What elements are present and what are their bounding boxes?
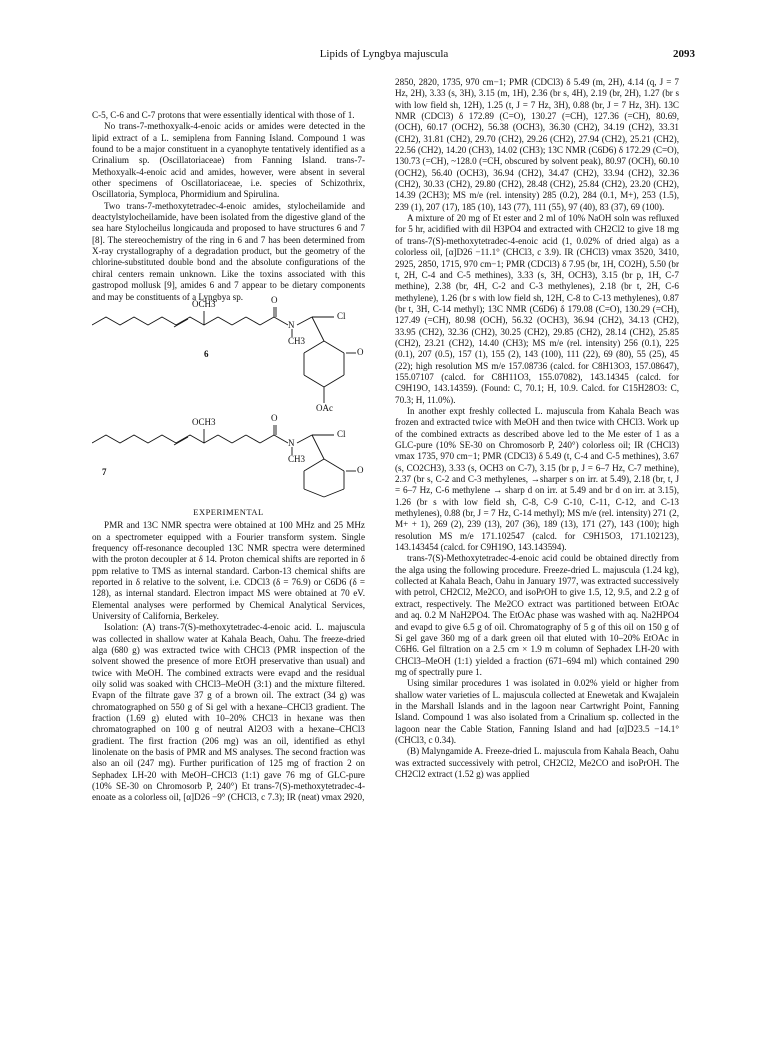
ch3-label: CH3 bbox=[288, 335, 306, 346]
left-column bbox=[92, 110, 365, 804]
oac-label: OAc bbox=[316, 402, 333, 413]
section-heading: EXPERIMENTAL bbox=[193, 506, 264, 517]
paragraph: In another expt freshly collected L. majuscula from Kahala Beach was frozen and extracted twice with MeOH and then twice with CHCl3. Work up of the combined extracts as described above led to the Me ester of 1 as a GLC-pure (10% SE-30 on Chromosorb P, 240°) colorless oil; IR (CHCl3) νmax 1735, 970 cm−1; PMR (CDCl3) δ 5.49 (t, C-4 and C-5 methines), 3.67 (s, CO2CH3), 3.33 (s, OCH3 on C-7), 3.15 (br p, J = 6–7 Hz, C-7 methine), 2.37 (br s, C-2 and C-3 methylenes, →sharper s on irr. at 5.49), 2.18 (br, t, J = 6–7 Hz, C-6 methylene → sharp d on irr. at 5.49 and br d on irr. at 3.15), 1.26 (br s with low field sh, C-8, C-9 C-10, C-11, C-12, and C-13 methylenes), 0.88 (br, J = 7 Hz, C-14 methyl); MS m/e (rel. intensity) 271 (2, M+ + 1), 269 (2), 239 (13), 207 (36), 189 (13), 171 (27), 143 (100); high resolution MS m/e 171.102547 (calcd. for C9H15O3, 171.102123), 143.143454 (calcd. for C9H19O, 143.143594). bbox=[395, 405, 679, 553]
nitrogen-label: N bbox=[288, 437, 295, 448]
compound-number: 7 bbox=[102, 466, 107, 477]
ring-o-label: O bbox=[357, 346, 364, 357]
paragraph: Two trans-7-methoxytetradec-4-enoic amides, stylocheilamide and deactylstylocheilamide, have been isolated from the digestive gland of the sea hare Stylocheilus longicauda and proposed to have structures 6 and 7 [8]. The stereochemistry of the ring in 6 and 7 has been determined from X-ray crystallography of a degradation product, but the geometry of the chlorine-substituted double bond and the absolute configurations of the chiral centers remain unknown. Like the toxins associated with this gastropod mollusk [9], amides 6 and 7 appear to be dietary components and may be constituents of a Lyngbya sp. bbox=[92, 200, 365, 302]
ring-o-label: O bbox=[357, 464, 364, 475]
paragraph: 2850, 2820, 1735, 970 cm−1; PMR (CDCl3) δ 5.49 (m, 2H), 4.14 (q, J = 7 Hz, 2H), 3.33 (s, 3H), 3.15 (m, 1H), 2.36 (br s, 4H), 2.19 (br, 2H), 1.27 (br s with low field sh, 12H), 1.25 (t, J = 7 Hz, 3H), 0.88 (br, J = 7 Hz, 3H). 13C NMR (CDCl3) δ 172.89 (C=O), 130.27 (=CH), 127.36 (=CH), 80.69, (OCH), 60.17 (OCH2), 56.38 (OCH3), 36.30 (CH2), 34.19 (CH2), 33.31 (CH2), 31.81 (CH2), 29.70 (CH2), 29.26 (CH2), 27.94 (CH2), 25.21 (CH2), 22.56 (CH2), 14.20 (CH3), 14.02 (CH3); 13C NMR (C6D6) δ 172.29 (C=O), 130.73 (=CH), ~128.0 (=CH, obscured by solvent peak), 80.97 (OCH), 60.10 (OCH2), 56.40 (OCH3), 36.94 (CH2), 34.47 (CH2), 33.94 (CH2), 32.36 (CH2), 30.33 (CH2), 29.80 (CH2), 28.48 (CH2), 25.84 (CH2), 23.20 (CH2), 14.39 (2CH3); MS m/e (rel. intensity) 285 (0.2), 284 (0.1, M+), 253 (1.5), 239 (1), 207 (17), 185 (10), 143 (77), 111 (55), 97 (40), 83 (37), 69 (100). bbox=[395, 77, 679, 212]
paragraph: C-5, C-6 and C-7 protons that were essentially identical with those of 1. bbox=[92, 110, 355, 120]
och3-label: OCH3 bbox=[192, 298, 216, 309]
running-header bbox=[0, 48, 768, 64]
paragraph: trans-7(S)-Methoxytetradec-4-enoic acid could be obtained directly from the alga using the following procedure. Freeze-dried L. majuscula (1.24 kg), collected at Kahala Beach, Oahu in January 1977, was extracted successively with petrol, CH2Cl2, Me2CO, and isoPrOH to give 1.5, 12, 9.5, and 2.2 g of extract, respectively. The Me2CO extract was partitioned between EtOAc and aq. 0.2 M NaH2PO4. The EtOAc phase was washed with aq. Na2HPO4 and evapd to give 6.5 g of oil. Chromatography of 5 g of this oil on 150 g of Si gel gave 360 mg of a dark green oil that eluted with 10–20% EtOAc in C6H6. Gel filtration on a 2.5 cm × 1.9 m column of Sephadex LH-20 with CHCl3–MeOH (1:1) yielded a fraction (671–694 ml) which contained 290 mg of spectrally pure 1. bbox=[395, 553, 679, 677]
chlorine-label: Cl bbox=[337, 310, 346, 321]
paragraph: No trans-7-methoxyalk-4-enoic acids or amides were detected in the lipid extract of a L. semiplena from Fanning Island. Compound 1 was found to be a major constituent in a cyanophyte tentatively identified as a Crinalium sp. (Oscillatoriaceae) from Fanning Island. trans-7-Methoxyalk-4-enoic acid and amides, however, were absent in several other specimens of Oscillatoriaceae, i.e. species of Schizothrix, Oscillatoria, Symploca, Phormidium and Spirulina. bbox=[92, 121, 365, 200]
page-number: 2093 bbox=[673, 48, 695, 60]
chlorine-label: Cl bbox=[337, 428, 346, 439]
running-title: Lipids of Lyngbya majuscula bbox=[319, 48, 449, 60]
paragraph: Isolation: (A) trans-7(S)-methoxytetradec-4-enoic acid. L. majuscula was collected in shallow water at Kahala Beach, Oahu. The freeze-dried alga (680 g) was extracted twice with CHCl3 (PMR inspection of the solvent showed the presence of more EtOH preservative than usual) and twice with MeOH. The combined extracts were evapd and the residual oily solid was soaked with CHCl3–MeOH (3:1) and the mixture filtered. Evapn of the filtrate gave 37 g of a brown oil. The extract (34 g) was chromatographed on 550 g of Si gel with a hexane–CHCl3 gradient. The fraction (1.69 g) eluted with 10–20% CHCl3 in hexane was then chromatographed on 100 g of neutral Al2O3 with a hexane–CHCl3 gradient. The first fraction (206 mg) was an oil, identified as ethyl linolenate on the basis of PMR and MS analyses. The second fraction was also an oil (247 mg). Further purification of 125 mg of fraction 2 on Sephadex LH-20 with MeOH–CHCl3 (1:1) gave 76 mg of GLC-pure (10% SE-30 on Chromosorb P, 240°) Et trans-7(S)-methoxytetradec-4-enoate as a colorless oil, [α]D26 −9° (CHCl3, c 7.3); IR (neat) νmax 2920, bbox=[92, 622, 365, 803]
compound-number: 6 bbox=[204, 348, 209, 359]
och3-label: OCH3 bbox=[192, 416, 216, 427]
carbonyl-o-label: O bbox=[271, 412, 278, 423]
structure-6 bbox=[92, 294, 365, 421]
structure-7 bbox=[92, 412, 365, 499]
structure-7-drawing bbox=[92, 421, 365, 499]
carbonyl-o-label: O bbox=[271, 294, 278, 305]
nitrogen-label: N bbox=[288, 319, 295, 330]
ch3-label: CH3 bbox=[288, 453, 306, 464]
right-column bbox=[395, 77, 679, 780]
paragraph: Using similar procedures 1 was isolated in 0.02% yield or higher from shallow water varieties of L. majuscula collected at Enewetak and Kwajalein in the Marshall Islands and in the lagoon near Cartwright Point, Fanning Island. Compound 1 was also isolated from a Crinalium sp. collected in the lagoon near the Cable Station, Fanning Island and had [α]D23.5 −14.1° (CHCl3, c 0.34). bbox=[395, 678, 679, 745]
paragraph: A mixture of 20 mg of Et ester and 2 ml of 10% NaOH soln was refluxed for 5 hr, acidified with dil H3PO4 and extracted with CH2Cl2 to give 18 mg of trans-7(S)-methoxytetradec-4-enoic acid (1, 0.02% of dried alga) as a colorless oil, [α]D26 −11.1° (CHCl3, c 3.9). IR (CHCl3) νmax 3520, 3410, 2925, 2850, 1715, 970 cm−1; PMR (CDCl3) δ 7.95 (br, 1H, CO2H), 5.50 (br t, 2H, C-4 and C-5 methines), 3.33 (s, 3H, OCH3), 3.15 (br p, 1H, C-7 methine), 2.38 (br, 4H, C-2 and C-3 methylenes), 2.18 (br t, 2H, C-6 methylene), 1.26 (br s with low field sh, 12H, C-8 to C-13 methylenes), 0.87 (br t, 3H, C-14 methyl); 13C NMR (C6D6) δ 179.08 (C=O), 130.29 (=CH), 127.49 (=CH), 80.98 (OCH), 56.32 (OCH3), 36.94 (CH2), 34.13 (CH2), 33.95 (CH2), 32.36 (CH2), 30.25 (CH2), 29.85 (CH2), 28.14 (CH2), 25.85 (CH2), 23.21 (CH2), 14.40 (CH3); MS m/e (rel. intensity) 256 (0.1), 225 (0.1), 207 (0.5), 157 (1), 155 (2), 143 (100), 111 (22), 69 (80), 55 (25), 45 (22); high resolution MS m/e 157.08736 (calcd. for C8H13O3, 157.08647), 155.07107 (calcd. for C8H11O3, 155.07082), 143.14345 (calcd. for C9H19O, 143.14359). (Found: C, 70.1; H, 10.9. Calcd. for C15H28O3: C, 70.3; H, 11.0%). bbox=[395, 213, 679, 405]
paragraph: PMR and 13C NMR spectra were obtained at 100 MHz and 25 MHz on a spectrometer equipped with a Fourier transform system. Single frequency off-resonance decoupled 13C NMR spectra were determined with the proton decoupler at δ 14. Proton chemical shifts are reported in δ ppm relative to TMS as internal standard. Carbon-13 chemical shifts are reported in δ relative to the solvent, i.e. CDCl3 (δ = 76.9) or C6D6 (δ = 128), as internal standard. Electron impact MS were obtained at 70 eV. Elemental analyses were performed by Chemical Analytical Services, University of California, Berkeley. bbox=[92, 520, 365, 621]
paragraph: (B) Malyngamide A. Freeze-dried L. majuscula from Kahala Beach, Oahu was extracted successively with petrol, CH2Cl2, Me2CO and isoPrOH. The CH2Cl2 extract (1.52 g) was applied bbox=[395, 746, 679, 779]
